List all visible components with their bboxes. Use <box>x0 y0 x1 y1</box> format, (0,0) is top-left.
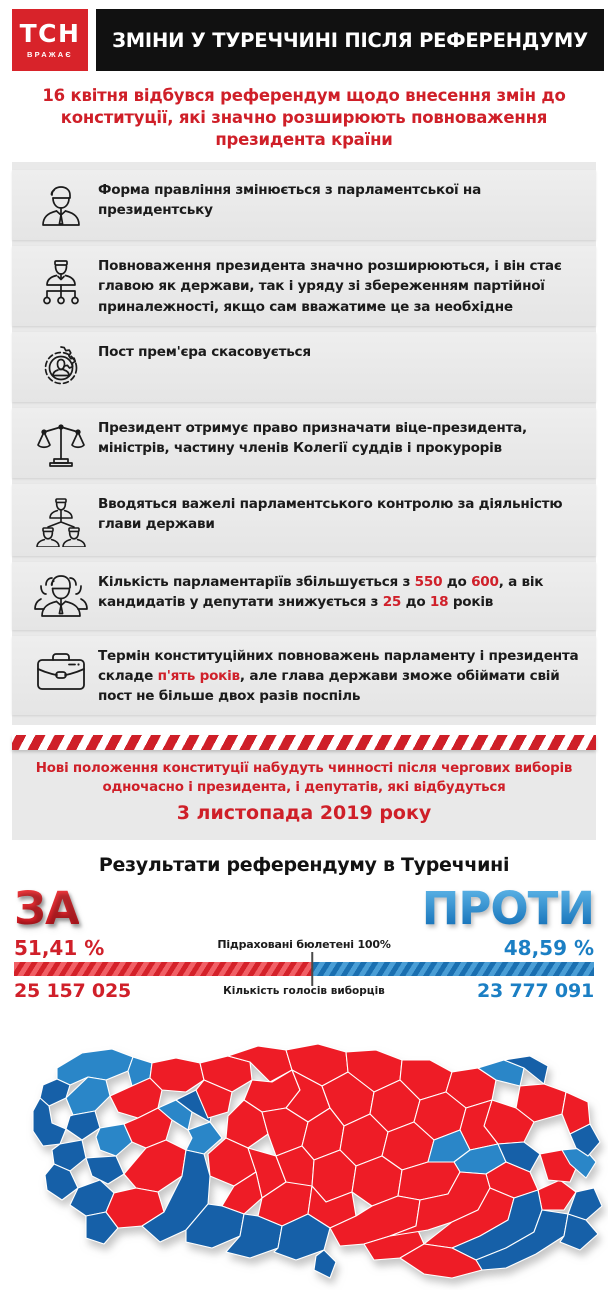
votes-caption: Кількість голосів виборців <box>223 984 385 997</box>
hazard-stripe-divider <box>12 735 596 750</box>
logo-sub-text: ВРАЖАЄ <box>27 50 73 60</box>
group-of-people-icon <box>24 571 98 621</box>
list-item <box>12 636 596 715</box>
highlighted-number: 550 <box>414 573 443 590</box>
yes-bar-segment <box>14 962 312 976</box>
results-section <box>0 853 608 1002</box>
turkey-results-map <box>0 1030 608 1290</box>
no-percent: 48,59 % <box>503 935 594 960</box>
highlighted-number: 25 <box>382 593 402 610</box>
list-item-text: Термін конституційних повноважень парламенту і президента складе п'ять років, але глава держави зможе обіймати свій пост не більше двох разів поспіль <box>98 647 579 704</box>
list-item-text: Вводяться важелі парламентського контролю за діяльністю глави держави <box>98 495 563 532</box>
briefcase-icon <box>24 645 98 695</box>
scales-of-justice-icon <box>24 417 98 469</box>
list-item <box>12 170 596 240</box>
results-title: Результати референдуму в Туреччині <box>98 853 510 876</box>
points-panel <box>12 162 596 725</box>
banner-date: 3 листопада 2019 року <box>176 802 432 825</box>
list-item <box>12 562 596 630</box>
yes-votes: 25 157 025 <box>14 979 131 1002</box>
ballots-counted-caption: Підраховані бюлетені 100% <box>217 937 391 951</box>
results-chart <box>14 881 594 1002</box>
yes-percent: 51,41 % <box>14 935 105 960</box>
people-hierarchy-icon <box>24 493 98 547</box>
no-label: ПРОТИ <box>421 881 594 935</box>
title-bar <box>96 9 604 71</box>
list-item <box>12 408 596 478</box>
list-item-text: Повноваження президента значно розширюються, і він стає главою як держави, так і уряду зі збереженням партійної приналежності, якщо сам вважатиме це за необхідне <box>98 258 562 315</box>
turkey-map-svg <box>0 1030 608 1290</box>
highlighted-number: 18 <box>429 593 449 610</box>
list-item <box>12 332 596 402</box>
yes-label: ЗА <box>14 881 79 935</box>
highlighted-number: п'ять років <box>157 667 240 684</box>
no-bar-segment <box>312 962 594 976</box>
list-item-text: Форма правління змінюється з парламентської на президентську <box>98 182 481 219</box>
gear-person-icon <box>24 341 98 393</box>
businessman-icon <box>24 179 98 231</box>
effective-date-banner <box>12 735 596 840</box>
list-item <box>12 246 596 325</box>
org-chart-person-icon <box>24 255 98 309</box>
list-item-text: Пост прем'єра скасовується <box>98 343 311 360</box>
list-item-text: Президент отримує право призначати віце-президента, міністрів, частину членів Колегії суддів і прокурорів <box>98 419 527 456</box>
tsn-logo <box>12 9 88 71</box>
list-item-text: Кількість парламентаріїв збільшується з 550 до 600, а вік кандидатів у депутати знижується з 25 до 18 років <box>98 573 544 610</box>
page-header <box>0 9 608 71</box>
map-provinces <box>33 1044 602 1278</box>
intro-paragraph: 16 квітня відбувся референдум щодо внесення змін до конституції, які значно розширюють повноваження президента країни <box>42 86 566 149</box>
page-title: ЗМІНИ У ТУРЕЧЧИНІ ПІСЛЯ РЕФЕРЕНДУМУ <box>112 28 588 52</box>
list-item <box>12 484 596 556</box>
banner-body: Нові положення конституції набудуть чинності після чергових виборів одночасно і президента, і депутатів, які відбудуться <box>35 760 573 795</box>
logo-main-text: ТСН <box>19 19 81 49</box>
no-votes: 23 777 091 <box>477 979 594 1002</box>
highlighted-number: 600 <box>471 573 499 590</box>
result-bar <box>14 962 594 976</box>
banner-text <box>12 750 596 827</box>
bar-divider <box>311 952 313 986</box>
